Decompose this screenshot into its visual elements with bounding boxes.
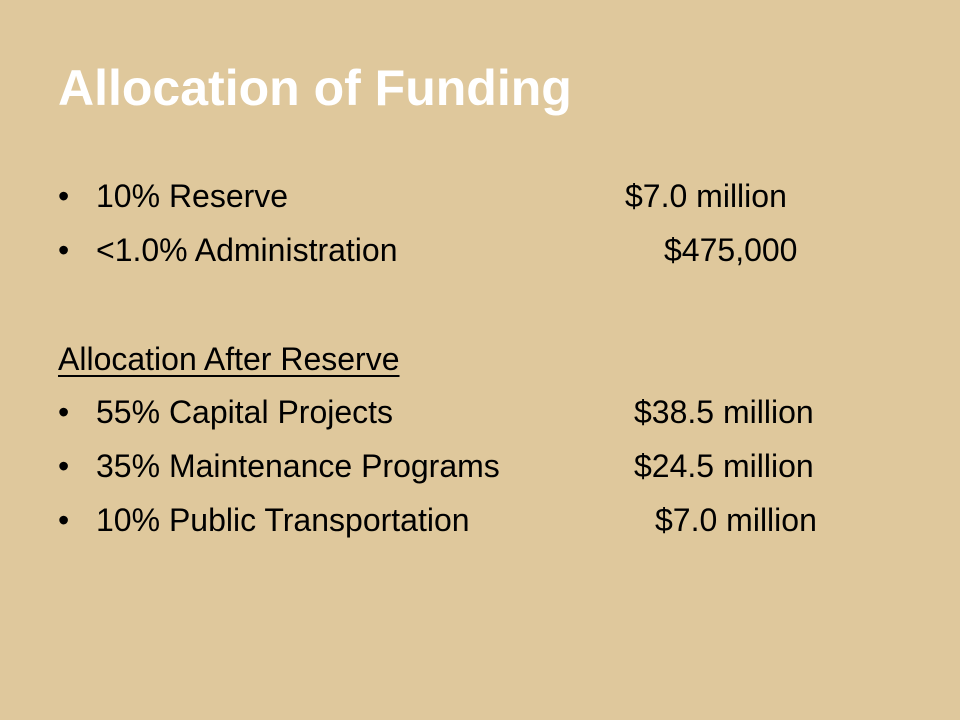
bullet-icon: • [58, 394, 70, 430]
item-label: <1.0% Administration [96, 232, 398, 268]
item-amount: $7.0 million [655, 502, 817, 538]
bullet-icon: • [58, 232, 70, 268]
item-label: 55% Capital Projects [96, 394, 394, 430]
item-amount: $7.0 million [625, 178, 787, 214]
bullet-icon: • [58, 178, 70, 214]
bullet-icon: • [58, 448, 70, 484]
list-item-maintenance-programs [58, 446, 848, 486]
list-item-administration [58, 230, 838, 270]
item-label: 35% Maintenance Programs [96, 448, 500, 484]
item-amount: $24.5 million [634, 448, 814, 484]
section-heading: Allocation After Reserve [58, 341, 400, 377]
item-label: 10% Reserve [96, 178, 289, 214]
list-item-public-transportation [58, 500, 848, 540]
list-item-reserve [58, 176, 818, 216]
slide-title: Allocation of Funding [58, 60, 572, 116]
item-label: 10% Public Transportation [96, 502, 470, 538]
list-item-capital-projects [58, 392, 848, 432]
item-amount: $475,000 [664, 232, 798, 268]
bullet-icon: • [58, 502, 70, 538]
item-amount: $38.5 million [634, 394, 814, 430]
